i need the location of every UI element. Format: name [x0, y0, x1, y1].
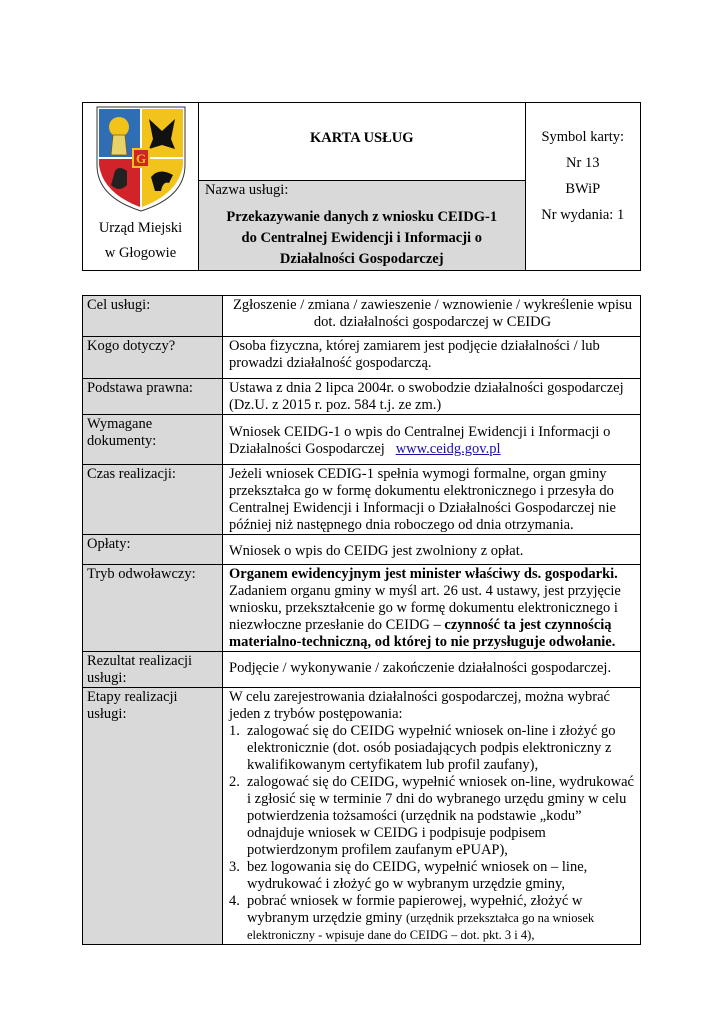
list-item-text: [247, 893, 636, 944]
coat-of-arms-cell: [83, 103, 199, 271]
row-label: Czas realizacji:: [83, 465, 223, 535]
row-value: Jeżeli wniosek CEDIG-1 spełnia wymogi formalne, organ gminy przekształca go w formę dokumentu elektronicznego i przesyła do Centralnej Ewidencji i Informacji o Działalności Gospodarczej nie później niż następnego dnia roboczego od dnia otrzymania.: [223, 465, 641, 535]
row-label: Tryb odwoławczy:: [83, 565, 223, 652]
edition-number: Nr wydania: 1: [541, 207, 625, 223]
list-item-text: zalogować się do CEIDG wypełnić wniosek on-line i złożyć go elektronicznie (dot. osób posiadających podpis elektroniczny z kwalifikowanym certyfikatem lub profil zaufany),: [247, 723, 616, 773]
table-row: [83, 652, 641, 688]
stages-intro: W celu zarejestrowania działalności gospodarczej, można wybrać jeden z trybów postępowania:: [229, 689, 610, 722]
appeal-text: Zadaniem organu gminy w myśl art. 26 ust. 4 ustawy, jest przyjęcie wniosku, przekształcenie go w formę dokumentu elektronicznego i niezwłoczne przesłanie do CEIDG –: [229, 583, 621, 633]
row-value: Ustawa z dnia 2 lipca 2004r. o swobodzie działalności gospodarczej (Dz.U. z 2015 r. poz. 584 t.j. ze zm.): [223, 379, 641, 415]
list-item-text: zalogować się do CEIDG, wypełnić wniosek on-line, wydrukować i zgłosić się w terminie 7 dni do wybranego urzędu gminy w celu potwierdzenia tożsamości (urzędnik na podstawie „kodu” odnajduje wniosek w CEIDG i podpisuje podpisem potwierdzonym profilem zaufanym ePUAP),: [247, 774, 634, 858]
list-item: [229, 859, 636, 893]
table-row: [83, 296, 641, 337]
card-title-cell: [199, 103, 526, 181]
header-table: [82, 102, 641, 271]
list-item: [229, 723, 636, 774]
row-label: Rezultat realizacji usługi:: [83, 652, 223, 688]
list-item-number: 2.: [229, 774, 240, 790]
symbol-label: Symbol karty:: [541, 129, 625, 145]
list-item: [229, 774, 636, 859]
table-row: [83, 337, 641, 379]
row-value: Osoba fizyczna, której zamiarem jest podjęcie działalności / lub prowadzi działalność gospodarczą.: [223, 337, 641, 379]
table-row: [83, 535, 641, 565]
table-row: [83, 379, 641, 415]
appeal-authority: Organem ewidencyjnym jest minister właściwy ds. gospodarki.: [229, 566, 618, 582]
row-label: Opłaty:: [83, 535, 223, 565]
row-label: Etapy realizacji usługi:: [83, 688, 223, 945]
card-title: KARTA USŁUG: [309, 130, 414, 146]
service-name: Przekazywanie danych z wniosku CEIDG-1 do Centralnej Ewidencji i Informacji o Działalności Gospodarczej: [226, 209, 498, 267]
table-row: [83, 565, 641, 652]
list-item-main-text: pobrać wniosek w formie papierowej, wypełnić, złożyć w wybranym urzędzie gminy: [247, 893, 583, 926]
table-row: [83, 415, 641, 465]
list-item-note: (urzędnik przekształca go na wniosek elektroniczny - wpisuje dane do CEIDG – dot. pkt. 3 i 4),: [247, 911, 595, 942]
row-value: Zgłoszenie / zmiana / zawieszenie / wznowienie / wykreślenie wpisu dot. działalności gospodarczej w CEIDG: [223, 296, 641, 337]
list-item-number: 4.: [229, 893, 240, 909]
row-value: [223, 688, 641, 945]
department-code: BWiP: [565, 181, 601, 197]
list-item-number: 3.: [229, 859, 240, 875]
appeal-note: czynność ta jest czynnością materialno-techniczną, od której to nie przysługuje odwołanie.: [229, 617, 616, 650]
row-value: Wniosek o wpis do CEIDG jest zwolniony z opłat.: [223, 535, 641, 565]
svg-text:G: G: [135, 151, 147, 166]
table-row: [83, 465, 641, 535]
row-value: Podjęcie / wykonywanie / zakończenie działalności gospodarczej.: [223, 652, 641, 688]
office-name-line1: Urząd Miejski: [98, 220, 183, 236]
ceidg-link[interactable]: www.ceidg.gov.pl: [395, 441, 501, 457]
office-name-line2: w Głogowie: [104, 245, 177, 261]
documents-text: Wniosek CEIDG-1 o wpis do Centralnej Ewidencji i Informacji o Działalności Gospodarczej: [229, 424, 611, 457]
card-symbol-cell: [525, 103, 641, 271]
row-value: [223, 415, 641, 465]
list-item: [229, 893, 636, 944]
row-label: Kogo dotyczy?: [83, 337, 223, 379]
card-number: Nr 13: [566, 155, 600, 171]
row-label: Podstawa prawna:: [83, 379, 223, 415]
row-label: Cel usługi:: [83, 296, 223, 337]
table-row: [83, 688, 641, 945]
service-details-table: [82, 295, 641, 945]
list-item-text: bez logowania się do CEIDG, wypełnić wniosek on – line, wydrukować i złożyć go w wybranym urzędzie gminy,: [247, 859, 588, 892]
service-name-cell: [199, 181, 526, 271]
coat-of-arms-icon: [93, 105, 189, 213]
row-label: Wymagane dokumenty:: [83, 415, 223, 465]
row-value: [223, 565, 641, 652]
service-name-label: Nazwa usługi:: [205, 182, 289, 198]
list-item-number: 1.: [229, 723, 240, 739]
